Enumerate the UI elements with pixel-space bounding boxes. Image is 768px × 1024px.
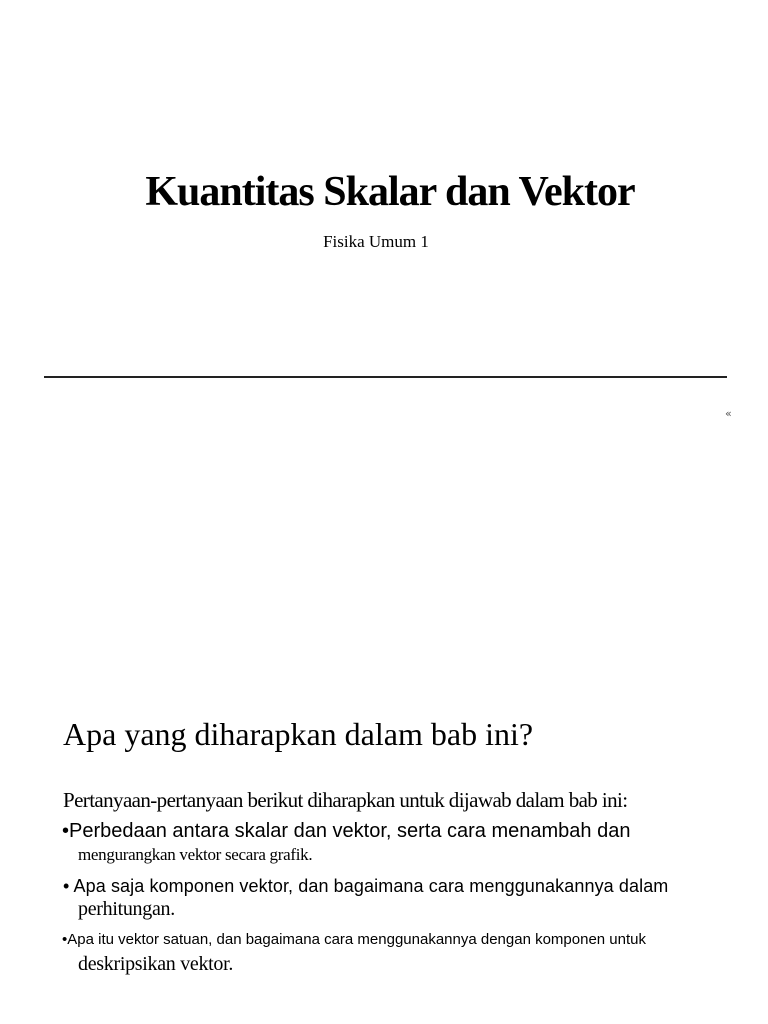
section-heading: Apa yang diharapkan dalam bab ini? (63, 716, 534, 752)
list-item-continuation: deskripsikan vektor. (78, 953, 234, 975)
list-item (0, 931, 768, 976)
list-item-continuation: mengurangkan vektor secara grafik. (78, 845, 313, 864)
list-item-text: •Perbedaan antara skalar dan vektor, serta cara menambah dan (62, 820, 631, 842)
slide-title: Kuantitas Skalar dan Vektor (145, 169, 635, 215)
list-item (0, 876, 768, 921)
list-item-continuation: perhitungan. (78, 898, 175, 920)
list-item (0, 820, 768, 865)
horizontal-divider (44, 376, 727, 378)
intro-text: Pertanyaan-pertanyaan berikut diharapkan untuk dijawab dalam bab ini: (63, 788, 628, 812)
corner-mark: « (725, 407, 732, 420)
list-item-text: •Apa itu vektor satuan, dan bagaimana cara menggunakannya dengan komponen untuk (62, 931, 646, 948)
slide-subtitle: Fisika Umum 1 (323, 232, 429, 251)
list-item-text: • Apa saja komponen vektor, dan bagaimana cara menggunakannya dalam (63, 876, 669, 896)
